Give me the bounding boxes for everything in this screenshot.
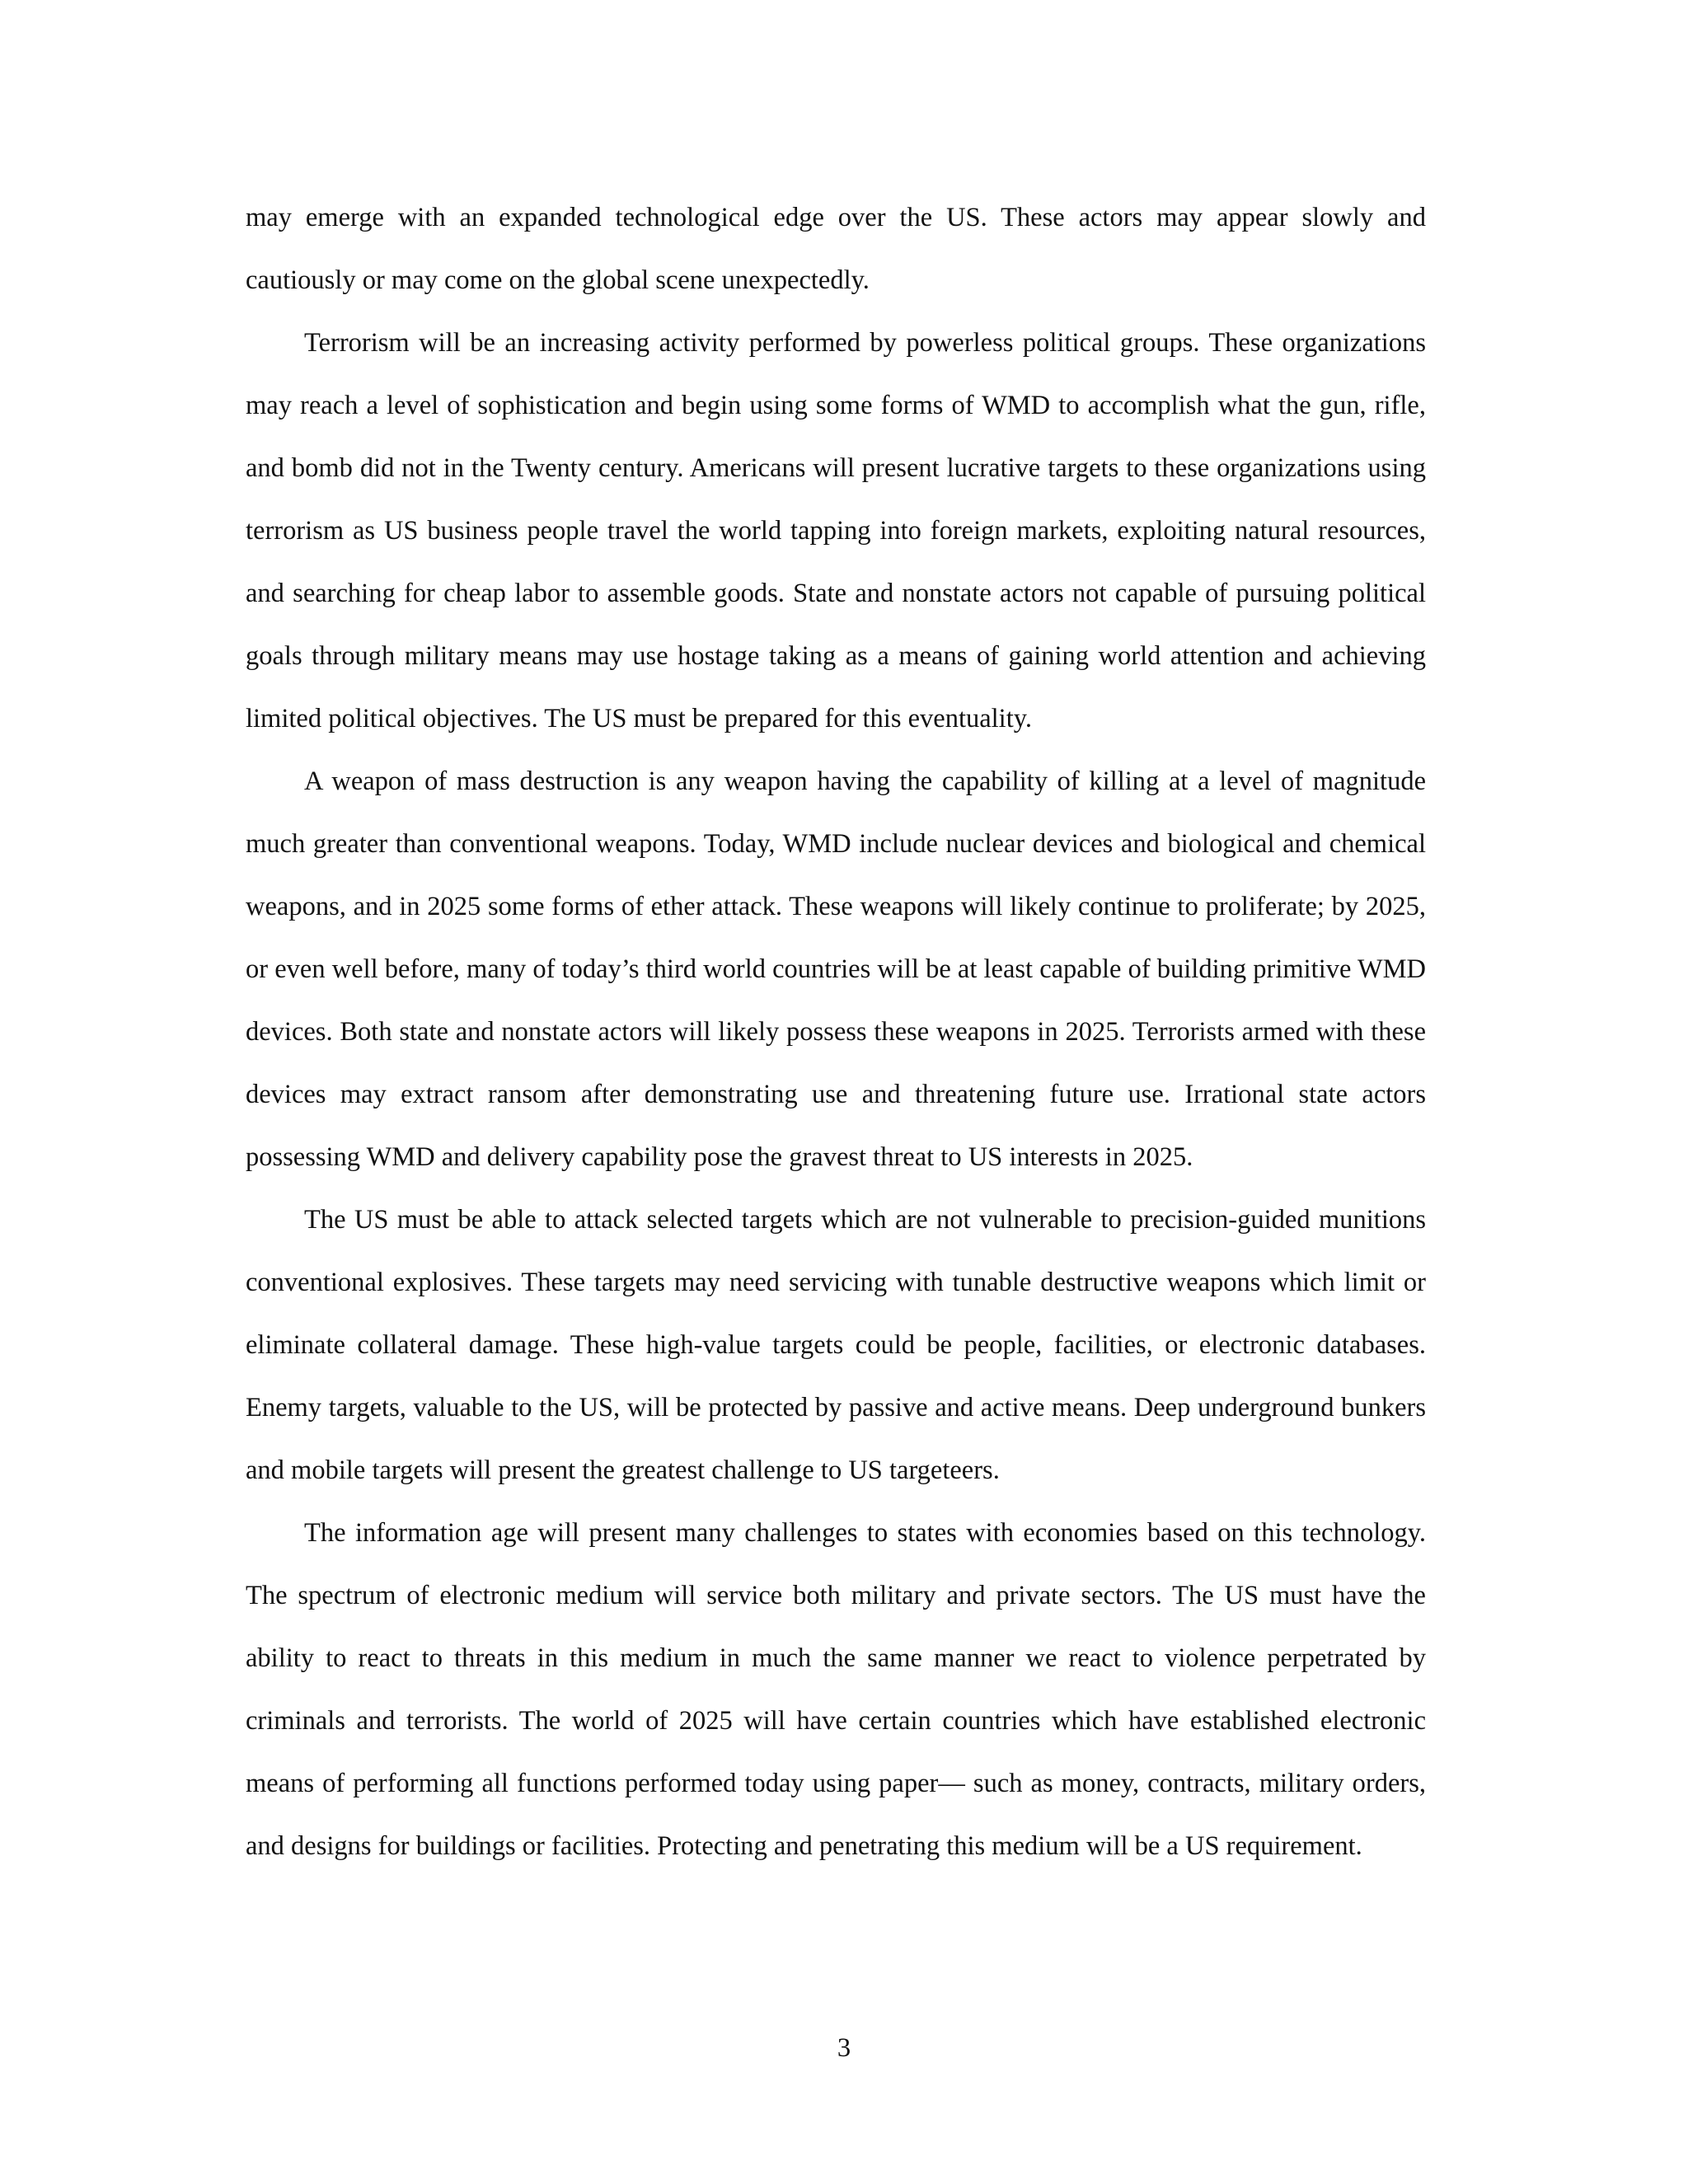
paragraph-targets: The US must be able to attack selected targets which are not vulnerable to precision-guided munitions conventional explosives. These targets may need servicing with tunable destructive weapons which limit or eliminate collateral damage. These high-value targets could be people, facilities, or electronic databases. Enemy targets, valuable to the US, will be protected by passive and active means. Deep underground bunkers and mobile targets will present the greatest challenge to US targeteers. — [246, 1205, 1426, 1485]
paragraph-continued: may emerge with an expanded technological edge over the US. These actors may appear slowly and cautiously or may come on the global scene unexpectedly. — [246, 203, 1426, 295]
paragraph-wmd: A weapon of mass destruction is any weapon having the capability of killing at a level of magnitude much greater than conventional weapons. Today, WMD include nuclear devices and biological and chemical weapons, and in 2025 some forms of ether attack. These weapons will likely continue to proliferate; by 2025, or even well before, many of today’s third world countries will be at least capable of building primitive WMD devices. Both state and nonstate actors will likely possess these weapons in 2025. Terrorists armed with these devices may extract ransom after demonstrating use and threatening future use. Irrational state actors possessing WMD and delivery capability pose the gravest threat to US interests in 2025. — [246, 766, 1426, 1172]
paragraph-information-age: The information age will present many challenges to states with economies based on this technology. The spectrum of electronic medium will service both military and private sectors. The US must have the ability to react to threats in this medium in much the same manner we react to violence perpetrated by criminals and terrorists. The world of 2025 will have certain countries which have established electronic means of performing all functions performed today using paper— such as money, contracts, military orders, and designs for buildings or facilities. Protecting and penetrating this medium will be a US requirement. — [246, 1518, 1426, 1861]
page-number: 3 — [837, 2033, 851, 2063]
paragraph-terrorism: Terrorism will be an increasing activity performed by powerless political groups. These organizations may reach a level of sophistication and begin using some forms of WMD to accomplish what the gun, rifle, and bomb did not in the Twenty century. Americans will present lucrative targets to these organizations using terrorism as US business people travel the world tapping into foreign markets, exploiting natural resources, and searching for cheap labor to assemble goods. State and nonstate actors not capable of pursuing political goals through military means may use hostage taking as a means of gaining world attention and achieving limited political objectives. The US must be prepared for this eventuality. — [246, 328, 1426, 733]
body-text — [246, 186, 1426, 1877]
